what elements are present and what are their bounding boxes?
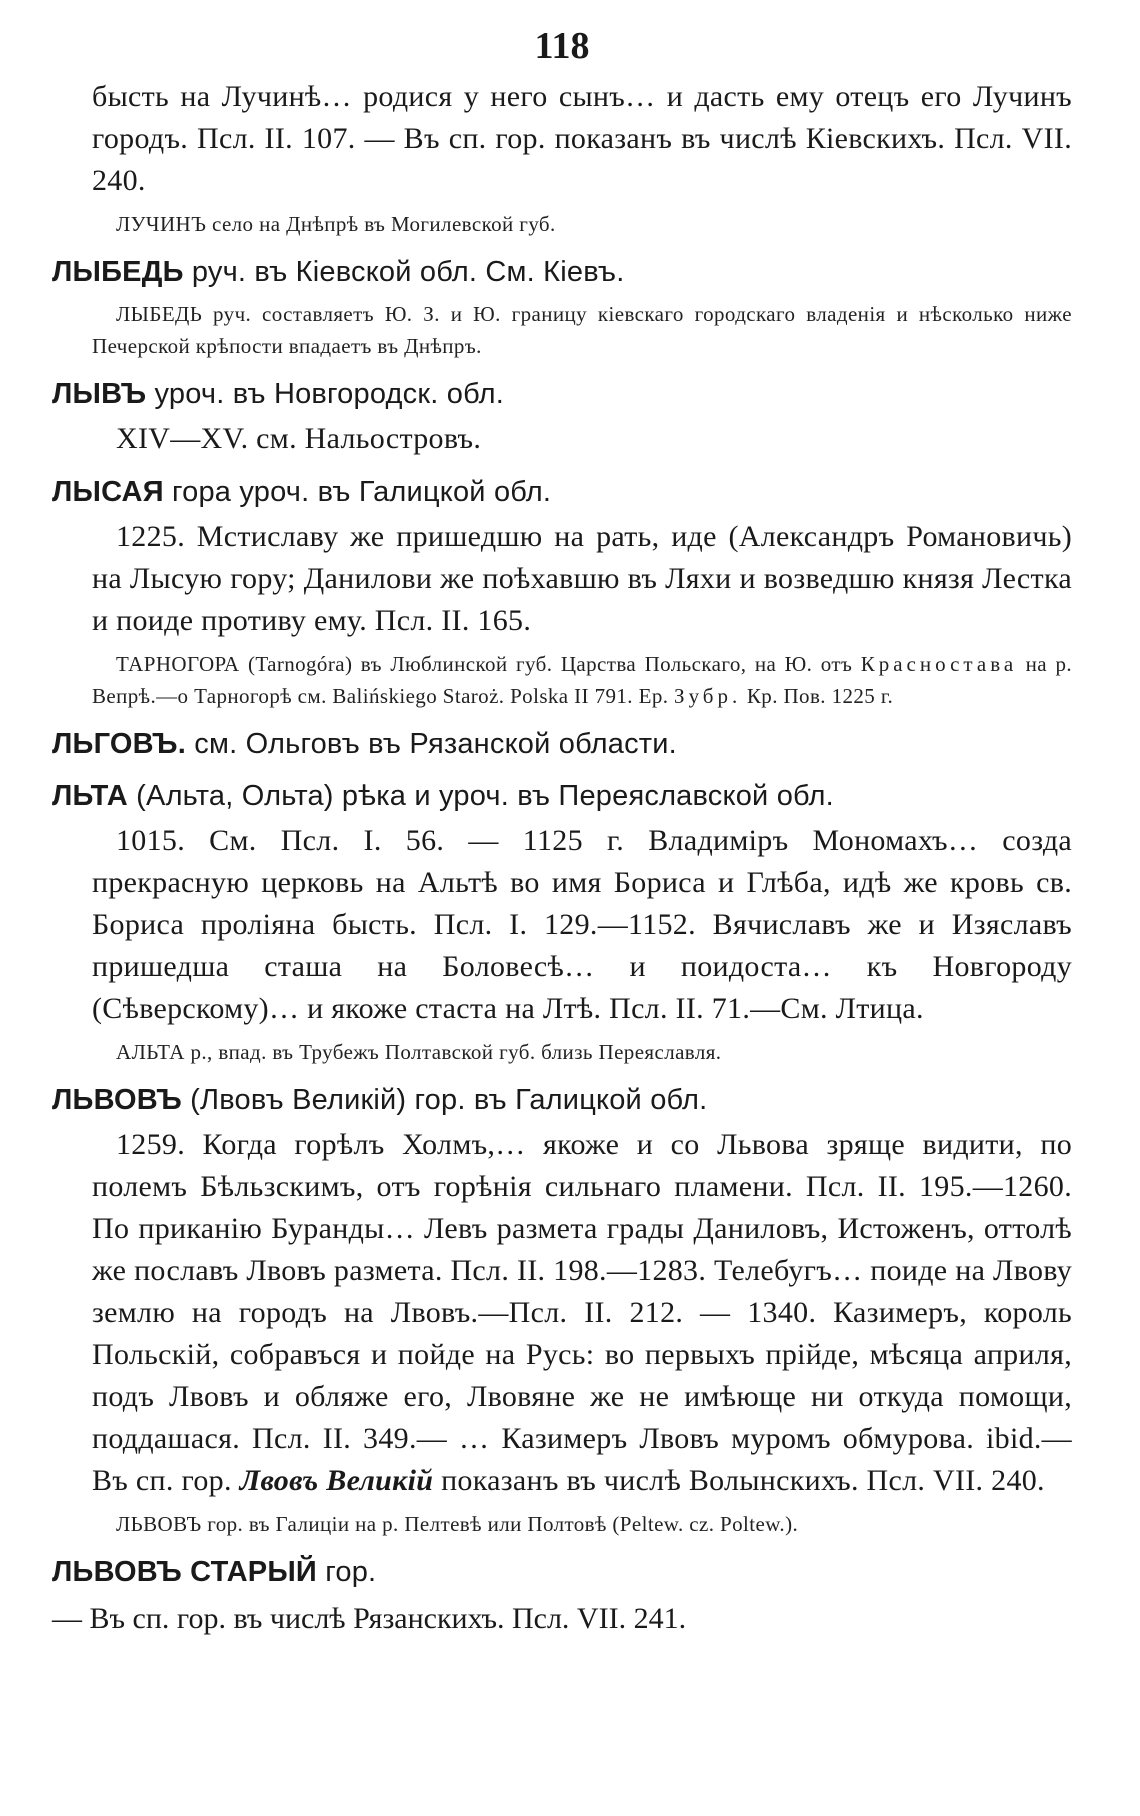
body-lvov-part-b: показанъ въ числѣ Волынскихъ. Псл. VII. 240. <box>433 1464 1045 1497</box>
headword-lgov: ЛЬГОВЪ. <box>52 728 186 760</box>
headword-lta: ЛЬТА <box>52 780 128 812</box>
note-luchin: ЛУЧИНЪ село на Днѣпрѣ въ Могилевской губ. <box>116 212 556 236</box>
entry-luchin-continuation <box>52 76 1072 240</box>
headword-lysaya-rest: гора уроч. въ Галицкой обл. <box>163 476 552 508</box>
headword-lgov-rest: см. Ольговъ въ Рязанской области. <box>185 728 677 760</box>
headword-lvov-rest: (Лвовъ Великій) гор. въ Галицкой обл. <box>181 1084 708 1116</box>
headword-lyv: ЛЫВЪ <box>52 378 147 410</box>
entry-lysaya <box>52 472 1072 712</box>
entry-lvov-title <box>52 1080 1072 1120</box>
headword-lybed-rest: руч. въ Кіевской обл. См. Кіевъ. <box>183 256 625 288</box>
headword-lvov: ЛЬВОВЪ <box>52 1084 182 1116</box>
note-tarnogora-part-a: ТАРНОГОРА (Tarnogóra) въ Люблинской губ. Царства Польскаго, на Ю. отъ <box>116 652 853 676</box>
entry-lvov <box>52 1080 1072 1540</box>
headword-lysaya: ЛЫСАЯ <box>52 476 164 508</box>
entry-lgov <box>52 724 1072 764</box>
opening-line-1: бысть на Лучинѣ… родися у него сынъ… и дасть ему отецъ <box>92 80 910 113</box>
body-lvov-stary: — Въ сп. гор. въ числѣ Рязанскихъ. Псл. VII. 241. <box>52 1602 687 1635</box>
entry-lyv-title <box>52 374 1072 414</box>
page-number: 118 <box>534 25 590 67</box>
note-tarnogora-part-c: Кр. Пов. 1225 г. <box>741 684 894 708</box>
note-tarnogora-spaced-2: Зубр. <box>674 684 742 708</box>
body-lvov <box>52 1124 1072 1502</box>
entry-lybed <box>52 252 1072 362</box>
headword-lta-rest: (Альта, Ольта) рѣка и уроч. въ Переяславской обл. <box>127 780 834 812</box>
entry-lvov-stary <box>52 1552 1072 1640</box>
body-lvov-part-a: 1259. Когда горѣлъ Холмъ,… якоже и со Львова зряще видити, по полемъ Бѣльзскимъ, отъ горѣнія сильнаго пламени. Псл. II. 195.—1260. По приканію Буранды… Левъ размета грады Даниловъ, Истоженъ, оттолѣ же пославъ Лвовъ размета. Псл. II. 198.—1283. Телебугъ… поиде на Лвову землю на городъ на Лвовъ.—Псл. II. 212. — 1340. Казимеръ, король Польскій, собравъся и пойде на Русь: во первыхъ прійде, мѣсяца априля, подъ Лвовъ и обляже его, Лвовяне же не имѣюще ни откуда помощи, поддашася. Псл. II. 349.— … Казимеръ Лвовъ муромъ обмурова. ibid.— Въ сп. гор. <box>92 1128 1072 1497</box>
entry-lybed-title <box>52 252 1072 292</box>
entry-lvov-stary-title <box>52 1552 1072 1592</box>
opening-paragraph <box>52 76 1072 202</box>
entry-lysaya-title <box>52 472 1072 512</box>
opening-line-3: Кіевскихъ. Псл. VII. 240. <box>92 122 1072 197</box>
body-lvov-italic: Лвовъ Великій <box>239 1464 434 1497</box>
book-page <box>52 24 1072 1640</box>
entry-lta <box>52 776 1072 1068</box>
headword-lvov-stary-rest: гор. <box>316 1556 377 1588</box>
note-tarnogora-part-b: на р. Вепрѣ.—о Тарногорѣ см. Balińskiego Staroż. Polska II 791. Ер. <box>92 652 1072 708</box>
note-lybed: ЛЫБЕДЬ руч. составляетъ Ю. З. и Ю. границу кіевскаго городскаго владенія и нѣсколько ниже Печерской крѣпости впадаетъ въ Днѣпръ. <box>92 302 1072 358</box>
entry-lyv <box>52 374 1072 460</box>
entry-lta-title <box>52 776 1072 816</box>
note-alta: АЛЬТА р., впад. въ Трубежъ Полтавской губ. близь Переяславля. <box>116 1040 722 1064</box>
headword-lyv-rest: уроч. въ Новгородск. обл. <box>146 378 504 410</box>
body-lta: 1015. См. Псл. I. 56. — 1125 г. Владимiръ Мономахъ… созда прекрасную церковь на Альтѣ во имя Бориса и Глѣба, идѣ же кровь св. Бориса проліяна бысть. Псл. I. 129.—1152. Вячиславъ же и Изяславъ пришедша сташа на Боловесѣ… и поидоста… къ Новгороду (Сѣверскому)… и якоже стаста на Лтѣ. Псл. II. 71.—См. Лтица. <box>92 824 1072 1025</box>
entry-lgov-title <box>52 724 1072 764</box>
opening-line-2: его Лучинъ городъ. Псл. II. 107. — Въ сп. гор. показанъ въ числѣ <box>92 80 1072 155</box>
headword-lvov-stary: ЛЬВОВЪ СТАРЫЙ <box>52 1556 317 1588</box>
headword-lybed: ЛЫБЕДЬ <box>52 256 184 288</box>
note-lvov: ЛЬВОВЪ гор. въ Галиціи на р. Пелтевѣ или Полтовѣ (Peltew. cz. Poltew.). <box>116 1512 799 1536</box>
note-tarnogora-spaced-1: Красностава <box>860 652 1018 676</box>
body-lyv: XIV—XV. см. Нальостровъ. <box>116 422 482 455</box>
body-lysaya: 1225. Мстиславу же пришедшю на рать, иде (Александръ Романовичь) на Лысую гору; Данилови же поѣхавшю въ Ляхи и возведшю князя Лестка и поиде противу ему. Псл. II. 165. <box>92 520 1072 637</box>
note-tarnogora <box>52 648 1072 712</box>
